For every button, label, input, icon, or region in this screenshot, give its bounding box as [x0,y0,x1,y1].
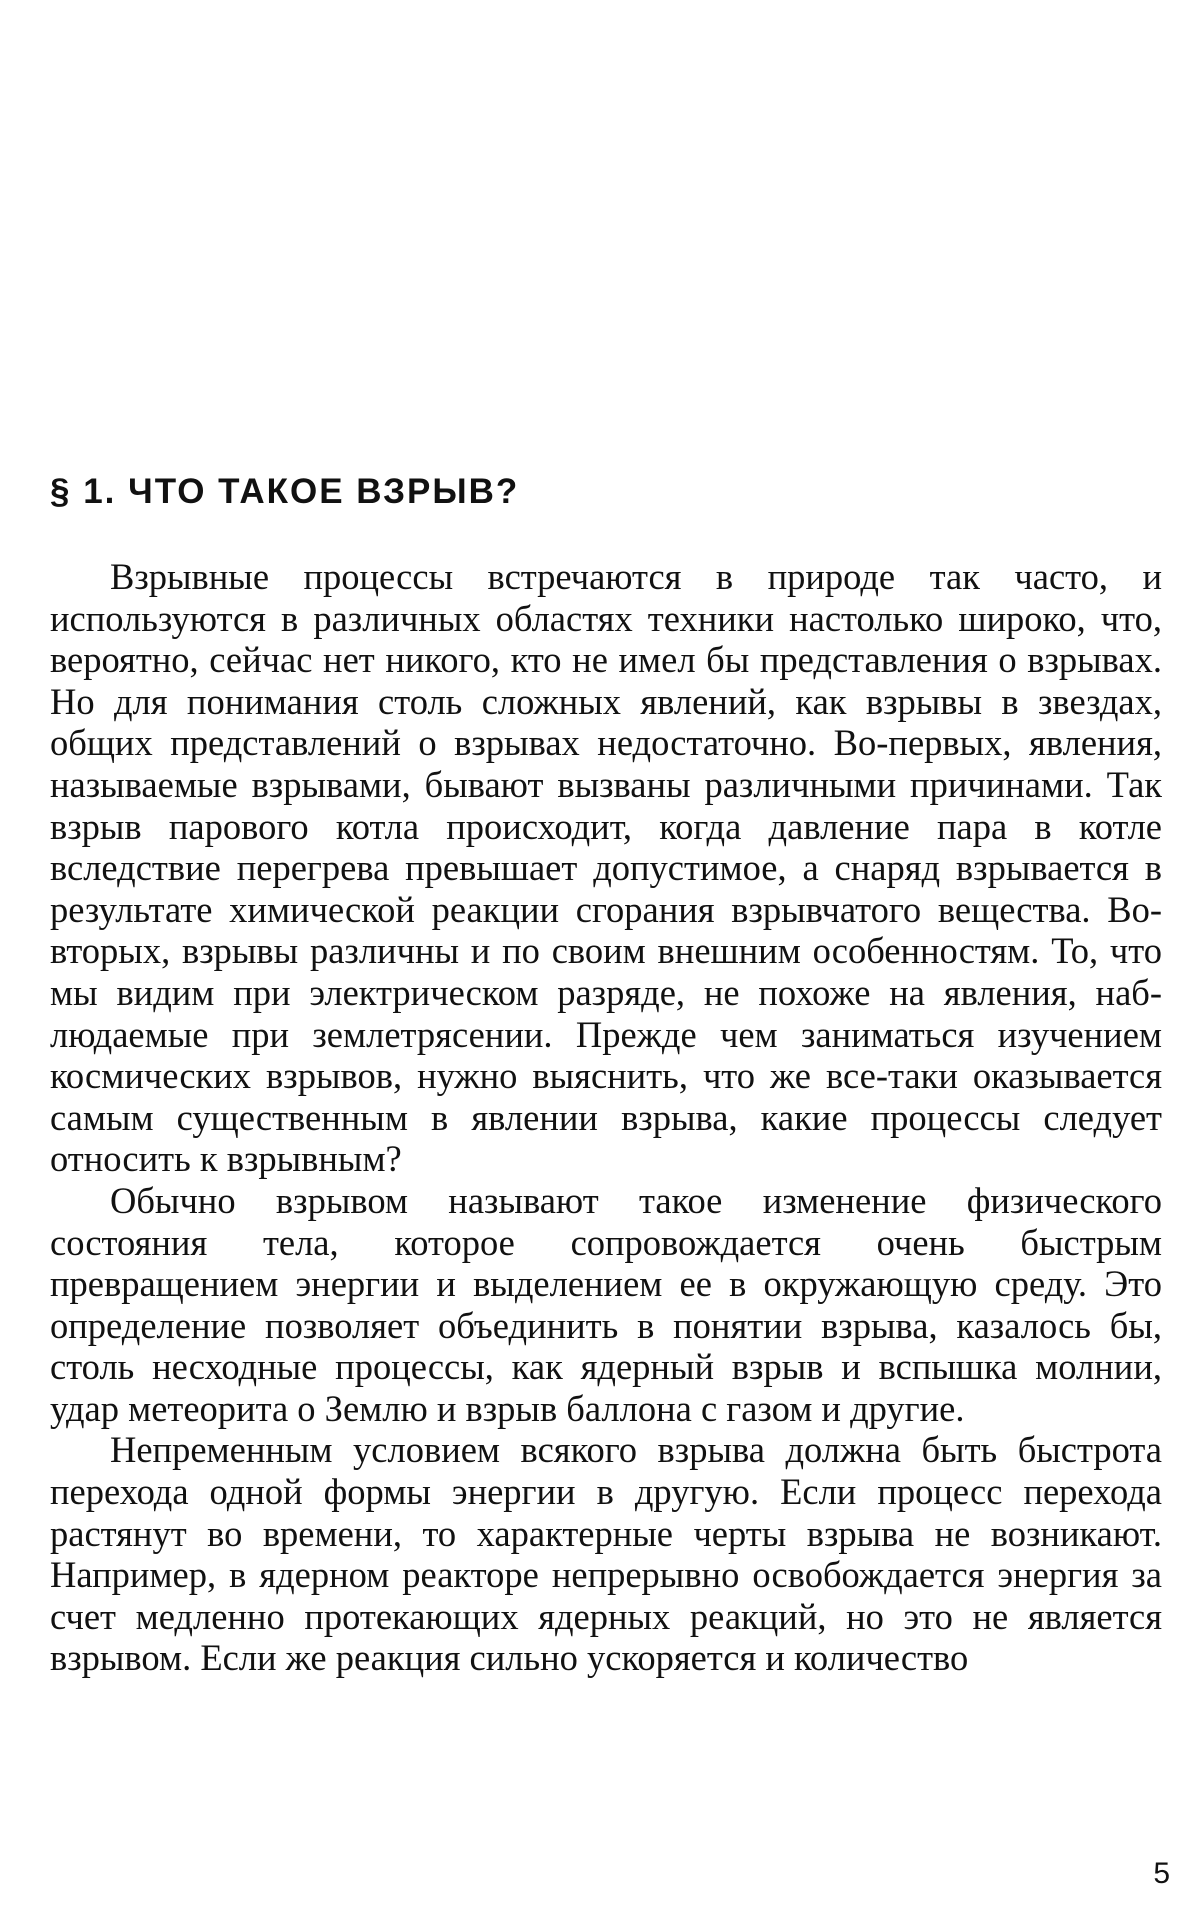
page-number: 5 [1153,1857,1170,1890]
paragraph: Непременным условием всякого взрыва должна быть быстрота перехода одной формы энергии в другую. Если процесс перехода растянут во времени, то характерные черты взрыва не возникают. Например, в ядерном реакторе непрерывно освобождается энергия за счет медленно протекающих ядерных реакций, но это не является взрывом. Если же реакция сильно ускоряется и количество [50,1429,1162,1679]
paragraph: Взрывные процессы встречаются в природе так часто, и используются в различных областях техники настолько широко, что, вероятно, сейчас нет никого, кто не имел бы представления о взрывах. Но для понимания столь сложных явлений, как взрывы в звездах, общих представлений о взрывах недостаточно. Во-первых, явления, называемые взрывами, бывают вызваны различными причинами. Так взрыв парового котла происходит, когда давление пара в котле вследствие перегрева превышает допустимое, а снаряд взрывается в результате химической реакции сгорания взрывчатого вещества. Во-вторых, взрывы различны и по своим внешним особенностям. То, что мы видим при электрическом разряде, не похоже на явления, наблюдаемые при землетрясении. Прежде чем заниматься изучением космических взрывов, нужно выяснить, что же все-таки оказывается самым существенным в явлении взрыва, какие процессы следует относить к взрывным? [50,556,1162,1180]
section-heading: § 1. ЧТО ТАКОЕ ВЗРЫВ? [50,472,520,511]
body-text [50,556,1162,1679]
paragraph: Обычно взрывом называют такое изменение физического состояния тела, которое сопровождается очень быстрым превращением энергии и выделением ее в окружающую среду. Это определение позволяет объединить в понятии взрыва, казалось бы, столь несходные процессы, как ядерный взрыв и вспышка молнии, удар метеорита о Землю и взрыв баллона с газом и другие. [50,1179,1162,1429]
